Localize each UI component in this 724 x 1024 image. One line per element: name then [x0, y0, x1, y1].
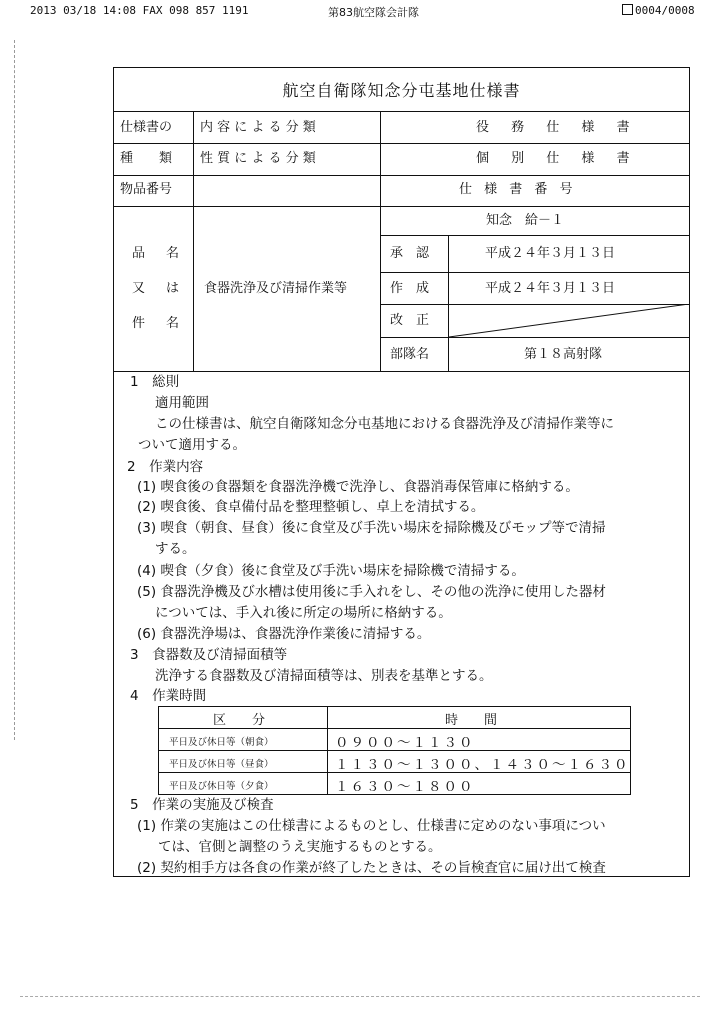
unit-label: 部隊名	[390, 347, 430, 362]
time-cell: １６３０～１８００	[335, 779, 475, 795]
approval-label: 承 認	[390, 246, 430, 261]
table-line	[380, 235, 689, 236]
item-number-label: 物品番号	[120, 182, 173, 197]
time-cell: １１３０～１３００、１４３０～１６３０	[335, 757, 630, 773]
table-line	[193, 111, 194, 371]
table-line	[448, 235, 449, 371]
content-classification: 内 容 に よ る 分 類	[200, 120, 316, 135]
section-heading: 3 食器数及び清掃面積等	[130, 647, 288, 663]
nature-classification: 性 質 に よ る 分 類	[200, 151, 316, 166]
table-line	[114, 206, 689, 207]
document-title: 航空自衛隊知念分屯基地仕様書	[114, 68, 689, 112]
revision-label: 改 正	[390, 313, 430, 328]
fax-page-number: 0004/0008	[635, 4, 695, 17]
division-header: 区 分	[213, 713, 266, 728]
division-cell: 平日及び休日等（朝食）	[169, 737, 274, 748]
table-line	[114, 175, 689, 176]
fax-sender-line: 2013 03/18 14:08 FAX 098 857 1191	[30, 4, 249, 17]
table-line	[114, 371, 689, 372]
section-heading: 4 作業時間	[130, 688, 207, 704]
item-label: 品 名	[132, 246, 184, 261]
section-heading: 1 総則	[130, 374, 180, 390]
paragraph: ついて適用する。	[138, 437, 246, 453]
list-item: (5) 食器洗浄機及び水槽は使用後に手入れをし、その他の洗浄に使用した器材	[137, 584, 606, 600]
section-heading: 5 作業の実施及び検査	[130, 797, 274, 813]
service-spec: 役 務 仕 様 書	[476, 120, 639, 135]
list-item: (2) 喫食後、食卓備付品を整理整頓し、卓上を清拭する。	[137, 499, 485, 515]
list-item: (1) 喫食後の食器類を食器洗浄機で洗浄し、食器消毒保管庫に格納する。	[137, 479, 579, 495]
division-cell: 平日及び休日等（夕食）	[169, 781, 274, 792]
fax-page-counter	[622, 4, 695, 17]
paragraph: 洗浄する食器数及び清掃面積等は、別表を基準とする。	[155, 668, 493, 684]
unit-name: 第１８高射隊	[524, 347, 603, 362]
table-line	[327, 707, 328, 794]
spec-type-label: 仕様書の	[120, 120, 173, 135]
list-item: (6) 食器洗浄場は、食器洗浄作業後に清掃する。	[137, 626, 431, 642]
scan-edge-line	[14, 40, 15, 740]
spec-number: 知念 給－１	[486, 213, 565, 228]
paragraph: この仕様書は、航空自衛隊知念分屯基地における食器洗浄及び清掃作業等に	[155, 416, 614, 432]
individual-spec: 個 別 仕 様 書	[476, 151, 639, 166]
fax-sender-name: 第83航空隊会計隊	[328, 6, 419, 19]
list-item: (2) 契約相手方は各食の作業が終了したときは、その旨検査官に届け出て検査	[137, 860, 606, 876]
list-item: (1) 作業の実施はこの仕様書によるものとし、仕様書に定めのない事項につい	[137, 818, 606, 834]
work-time-table	[158, 706, 631, 795]
item-name: 食器洗浄及び清掃作業等	[204, 281, 348, 296]
revision-diagonal	[449, 304, 689, 337]
list-item: (4) 喫食（夕食）後に食堂及び手洗い場床を掃除機で清掃する。	[137, 563, 525, 579]
time-header: 時 間	[445, 713, 498, 728]
table-line	[114, 143, 689, 144]
approval-date: 平成２４年３月１３日	[485, 246, 616, 261]
table-line	[380, 272, 689, 273]
created-date: 平成２４年３月１３日	[485, 281, 616, 296]
list-item: ては、官側と調整のうえ実施するものとする。	[158, 839, 442, 855]
division-cell: 平日及び休日等（昼食）	[169, 759, 274, 770]
subsection-heading: 適用範囲	[155, 395, 209, 411]
list-item: する。	[155, 541, 196, 557]
table-line	[380, 111, 381, 371]
checkbox-icon	[622, 4, 633, 15]
time-cell: ０９００～１１３０	[335, 735, 475, 751]
section-heading: 2 作業内容	[127, 459, 204, 475]
item-label: 件 名	[132, 316, 184, 331]
kind-label: 種 類	[120, 151, 173, 166]
spec-number-label: 仕 様 書 番 号	[459, 182, 577, 197]
table-line	[380, 337, 689, 338]
list-item: (3) 喫食（朝食、昼食）後に食堂及び手洗い場床を掃除機及びモップ等で清掃	[137, 520, 606, 536]
item-label: 又 は	[132, 281, 184, 296]
list-item: については、手入れ後に所定の場所に格納する。	[155, 605, 452, 621]
table-line	[159, 728, 630, 729]
created-label: 作 成	[390, 281, 430, 296]
scan-edge-line	[20, 996, 700, 997]
